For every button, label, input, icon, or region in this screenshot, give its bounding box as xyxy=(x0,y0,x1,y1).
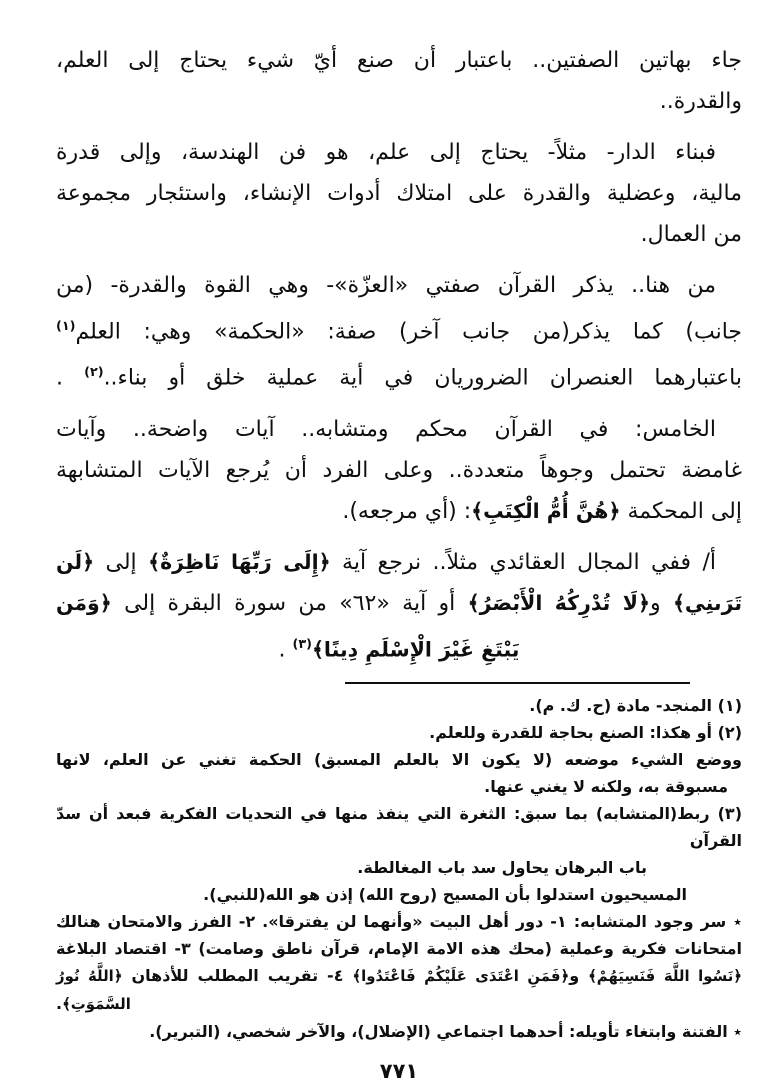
quran-verse: ﴿فَمَنِ اعْتَدَى عَلَيْكُمْ فَاعْتَدُوا﴾ xyxy=(352,966,570,985)
main-text-line xyxy=(56,40,742,81)
quran-verse: يَبْتَغِ غَيْرَ الْإِسْلَمِ دِينًا﴾ xyxy=(311,636,520,661)
main-text-line xyxy=(56,450,742,491)
footnote-line xyxy=(56,773,742,800)
text-segment: والقدرة.. xyxy=(659,89,742,114)
text-segment: من العمال. xyxy=(640,222,742,247)
text-segment: إلى المحكمة xyxy=(620,498,742,524)
text-segment: ووضع الشيء موضعه (لا يكون الا بالعلم المسبق) الحكمة تغني عن العلم، لانها xyxy=(56,749,742,769)
text-segment: مالية، وعضلية والقدرة على امتلاك أدوات الإنشاء، واستئجار مجموعة xyxy=(56,181,742,206)
footnote-ref-marker: (٣) xyxy=(292,636,312,652)
page-number: ٧٧١ xyxy=(379,1058,419,1083)
main-text-line xyxy=(56,306,742,352)
quran-verse: ﴿وَمَن xyxy=(56,590,112,615)
main-text-line xyxy=(56,81,742,122)
main-text-line xyxy=(56,542,742,583)
main-text-line xyxy=(56,491,742,532)
footnote-line xyxy=(56,746,742,773)
main-text-line xyxy=(56,624,742,670)
footnote-line xyxy=(56,1018,742,1045)
footnote-line xyxy=(56,881,742,908)
footnote-line xyxy=(56,990,742,1018)
footnote-line xyxy=(56,719,742,746)
quran-verse: ﴿نَسُوا اللَّهَ فَنَسِيَهُمْ﴾ xyxy=(588,966,743,985)
main-text-line xyxy=(56,409,742,450)
paragraph xyxy=(56,132,742,255)
text-segment: المسيحيون استدلوا بأن المسيح (روح الله) إذن هو الله(للنبي). xyxy=(203,884,687,904)
text-segment: باعتبارهما العنصران الضروريان في أية عملية خلق أو بناء.. xyxy=(103,365,742,391)
text-segment: غامضة تحتمل وجوهاً متعددة.. وعلى الفرد أن يُرجع الآيات المتشابهة xyxy=(56,457,742,483)
footnotes-block xyxy=(56,692,742,1045)
quran-verse: ﴿هُنَّ أُمُّ الْكِتَبِ﴾ xyxy=(471,498,621,523)
quran-verse: ﴿إِلَى رَبِّهَا نَاظِرَةٌ﴾ xyxy=(148,549,331,574)
text-segment: جانب) كما يذكر(من جانب آخر) صفة: «الحكمة» وهي: العلم xyxy=(75,319,742,345)
text-segment: (٢) أو هكذا: الصنع بحاجة للقدرة وللعلم. xyxy=(429,722,742,742)
main-text-line xyxy=(56,214,742,255)
quran-verse: ﴿لَا تُدْرِكُهُ الْأَبْصَرُ﴾ xyxy=(467,590,650,615)
text-segment: ٤- تقريب المطلب للأذهان xyxy=(122,965,353,985)
footnote-line xyxy=(56,962,742,990)
paragraph xyxy=(56,409,742,532)
quran-verse: ﴿لَن xyxy=(56,549,95,574)
footnote-line xyxy=(56,800,742,854)
text-segment: امتحانات فكرية وعملية (محك هذه الامة الإمام، قرآن ناطق وصامت) ٣- اقتصاد البلاغة xyxy=(56,938,742,958)
footnote-line xyxy=(56,908,742,935)
text-segment: : (أي مرجعه). xyxy=(342,498,472,524)
text-segment: إلى xyxy=(94,549,149,575)
main-text-line xyxy=(56,352,742,398)
footnote-ref-marker: (٢) xyxy=(84,365,104,381)
text-segment: جاء بهاتين الصفتين.. باعتبار أن صنع أيّ شيء يحتاج إلى العلم، xyxy=(56,48,742,73)
text-segment: . xyxy=(56,365,85,391)
footnote-line xyxy=(56,935,742,962)
text-segment: ٭ سر وجود المتشابه: ١- دور أهل البيت «وأنهما لن يفترقا». ٢- الفرز والامتحان هنالك xyxy=(56,911,742,931)
text-segment: . xyxy=(278,636,293,662)
text-segment: الخامس: في القرآن محكم ومتشابه.. آيات واضحة.. وآيات xyxy=(56,416,716,442)
main-text-line xyxy=(56,173,742,214)
quran-verse: ﴿اللَّهُ نُورُ xyxy=(56,966,123,985)
footnote-line xyxy=(56,692,742,719)
text-segment: و xyxy=(569,965,589,985)
paragraph xyxy=(56,265,742,399)
paragraph xyxy=(56,542,742,670)
main-text-line xyxy=(56,265,742,306)
text-segment: أو آية «٦٢» من سورة البقرة إلى xyxy=(111,590,468,616)
text-segment: فبناء الدار- مثلاً- يحتاج إلى علم، هو فن الهندسة، وإلى قدرة xyxy=(56,140,716,165)
footnote-divider xyxy=(345,682,690,684)
paragraph xyxy=(56,40,742,122)
text-segment: و xyxy=(649,590,673,616)
quran-verse: السَّمَوَتِ﴾ xyxy=(62,994,131,1013)
text-segment: ٭ الفتنة وابتغاء تأويله: أحدهما اجتماعي (الإضلال)، والآخر شخصي، (التبرير). xyxy=(149,1021,742,1041)
text-segment: مسبوقة به، ولكنه لا يغني عنها. xyxy=(484,776,728,796)
main-text-line xyxy=(56,583,742,624)
text-segment: (٣) ربط(المتشابه) بما سبق: الثغرة التي ينفذ منها في التحديات الفكرية فبعد أن سدّ القرآن xyxy=(56,803,742,850)
footnote-ref-marker: (١) xyxy=(56,319,76,334)
main-text-line xyxy=(56,132,742,173)
text-segment: أ/ ففي المجال العقائدي مثلاً.. نرجع آية xyxy=(330,549,716,575)
text-segment: . xyxy=(56,993,63,1013)
text-segment: من هنا.. يذكر القرآن صفتي «العزّة»- وهي القوة والقدرة- (من xyxy=(56,273,716,298)
footnote-line xyxy=(56,854,742,881)
quran-verse: تَرَىنِي﴾ xyxy=(672,590,742,615)
text-segment: باب البرهان يحاول سد باب المغالطة. xyxy=(357,857,647,877)
text-segment: (١) المنجد- مادة (ح. ك. م). xyxy=(529,695,742,715)
